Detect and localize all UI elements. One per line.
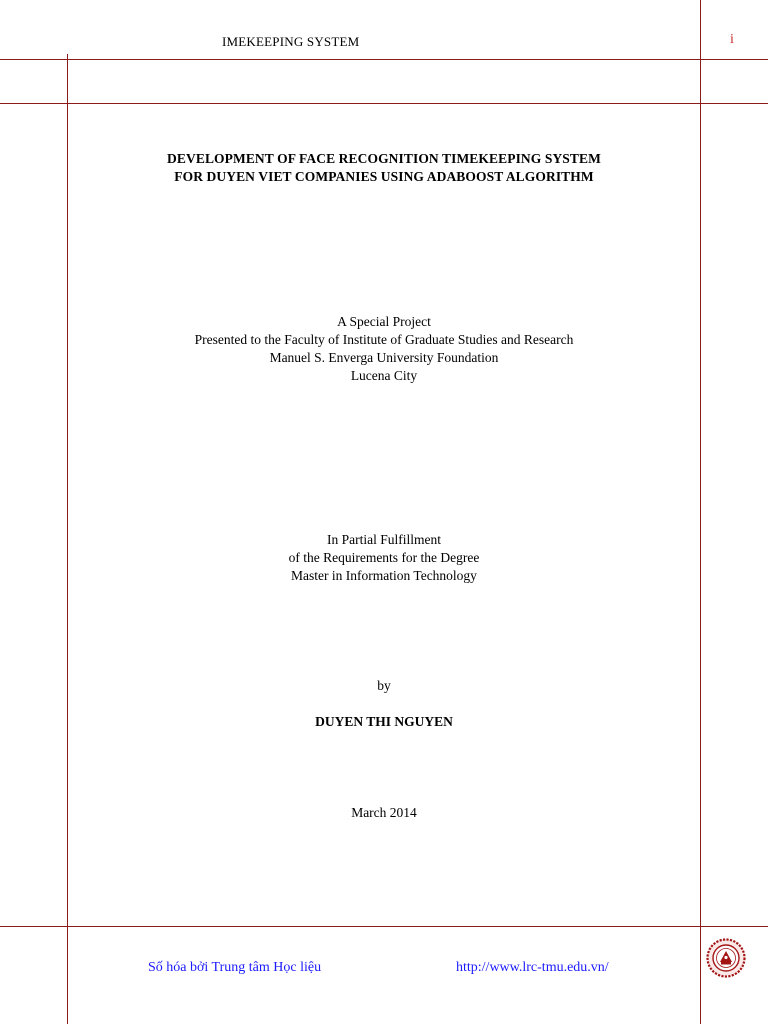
date-block <box>100 804 668 822</box>
fulfillment-line-1: In Partial Fulfillment <box>327 532 441 547</box>
thesis-title <box>100 150 668 186</box>
page-number: i <box>730 32 734 47</box>
author-name: DUYEN THI NGUYEN <box>315 714 453 729</box>
left-margin-rule <box>67 54 68 1024</box>
fulfillment-line-2: of the Requirements for the Degree <box>288 550 480 565</box>
project-type: A Special Project <box>337 314 431 329</box>
digitized-by-text: Số hóa bởi Trung tâm Học liệu <box>148 960 322 975</box>
footer-rule <box>0 926 768 927</box>
presented-to: Presented to the Faculty of Institute of Graduate Studies and Research <box>194 332 574 347</box>
author-block <box>100 713 668 731</box>
university-name: Manuel S. Enverga University Foundation <box>269 350 499 365</box>
presentation-block <box>100 313 668 385</box>
by-label-block <box>100 677 668 695</box>
header-rule-top <box>0 59 768 60</box>
running-header: IMEKEEPING SYSTEM <box>222 34 360 49</box>
title-line-2: FOR DUYEN VIET COMPANIES USING ADABOOST ALGORITHM <box>174 169 594 184</box>
city-name: Lucena City <box>350 368 418 383</box>
degree-name: Master in Information Technology <box>291 568 477 583</box>
university-seal-icon <box>706 938 746 978</box>
by-label: by <box>377 678 391 693</box>
library-url-link[interactable]: http://www.lrc-tmu.edu.vn/ <box>456 960 609 975</box>
header-rule-bottom <box>0 103 768 104</box>
title-line-1: DEVELOPMENT OF FACE RECOGNITION TIMEKEEPING SYSTEM <box>167 151 601 166</box>
submission-date: March 2014 <box>351 805 417 820</box>
fulfillment-block <box>100 531 668 585</box>
right-margin-rule <box>700 0 701 1024</box>
